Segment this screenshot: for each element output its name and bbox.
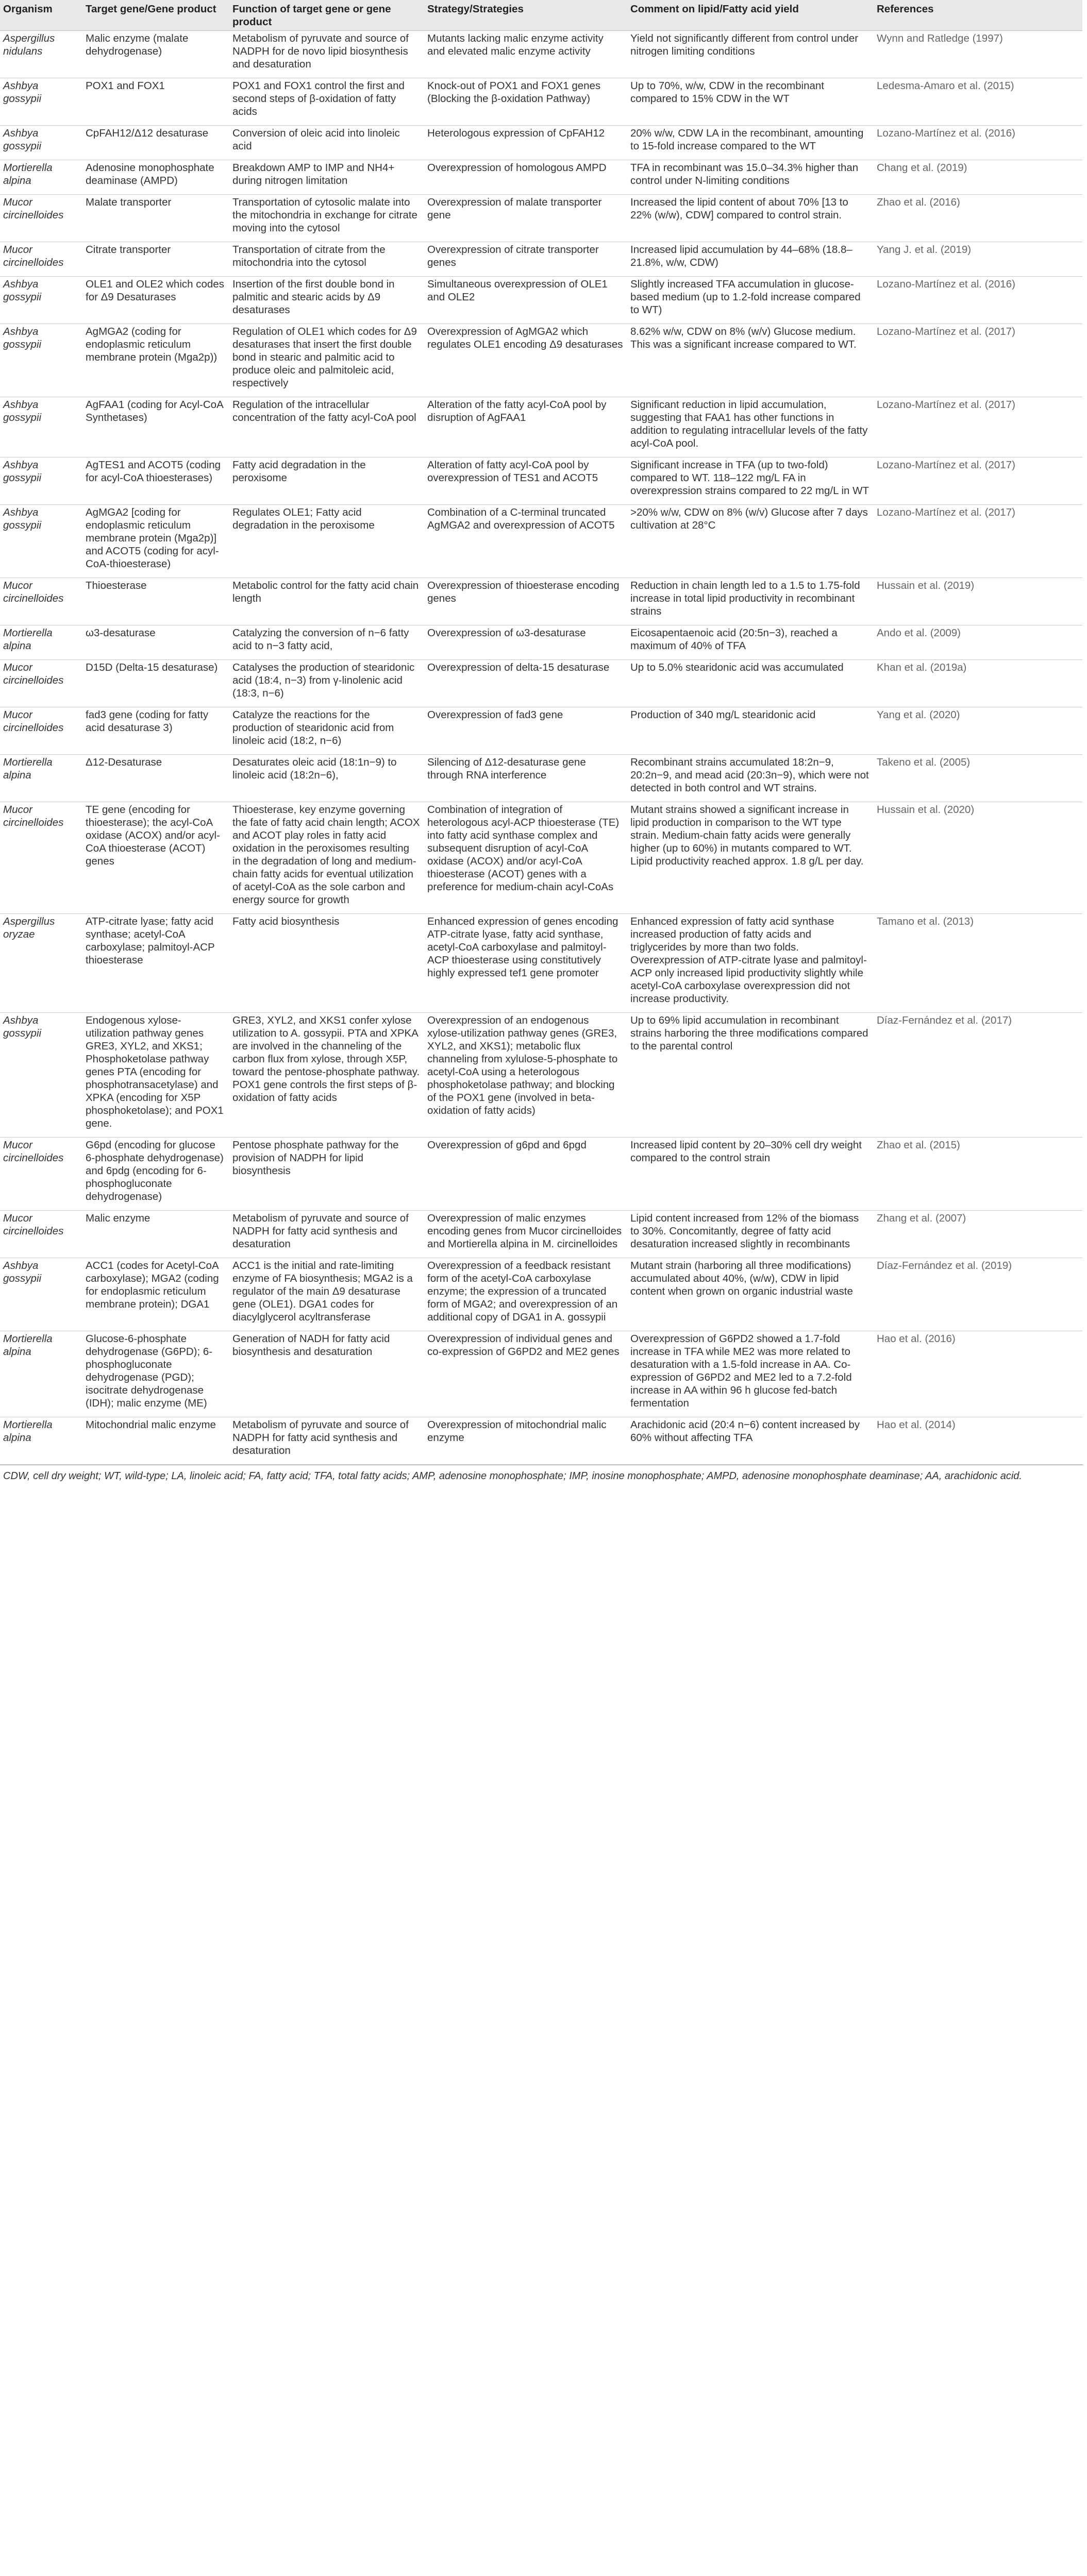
reference-cell: Lozano-Martínez et al. (2016)	[874, 277, 1082, 324]
reference-cell: Lozano-Martínez et al. (2017)	[874, 457, 1082, 505]
gene-cell: Malic enzyme (malate dehydrogenase)	[82, 31, 229, 78]
function-cell: Transportation of cytosolic malate into the mitochondria in exchange for citrate moving into the cytosol	[229, 195, 424, 242]
gene-cell: Endogenous xylose-utilization pathway genes GRE3, XYL2, and XKS1; Phosphoketolase pathway genes PTA (encoding for phosphotransacetylase) and XPKA (encoding for X5P phosphoketolase); and POX1 gene.	[82, 1013, 229, 1138]
organism-cell: Ashbya gossypii	[0, 505, 82, 578]
organism-cell: Mortierella alpina	[0, 1331, 82, 1417]
organism-cell: Mortierella alpina	[0, 1417, 82, 1465]
reference-cell: Lozano-Martínez et al. (2017)	[874, 505, 1082, 578]
function-cell: Desaturates oleic acid (18:1n−9) to linoleic acid (18:2n−6),	[229, 755, 424, 802]
lipid-yield-cell: TFA in recombinant was 15.0–34.3% higher than control under N-limiting conditions	[627, 160, 874, 195]
header-references: References	[874, 0, 1082, 31]
table-row	[0, 505, 1082, 578]
lipid-yield-cell: Mutant strains showed a significant increase in lipid production in comparison to the WT type strain. Medium-chain fatty acids were generally higher (up to 60%) in mutants compared to WT. Lipid productivity reached approx. 1.8 g/L per day.	[627, 802, 874, 914]
gene-cell: fad3 gene (coding for fatty acid desaturase 3)	[82, 707, 229, 755]
table-row	[0, 457, 1082, 505]
table-row	[0, 324, 1082, 397]
strategy-cell: Enhanced expression of genes encoding ATP-citrate lyase, fatty acid synthase, acetyl-CoA carboxylase and palmitoyl-ACP thioesterase using constitutively highly expressed tef1 gene promoter	[424, 914, 627, 1013]
strategy-cell: Overexpression of malic enzymes encoding genes from Mucor circinelloides and Mortierella alpina in M. circinelloides	[424, 1211, 627, 1258]
strategy-cell: Overexpression of delta-15 desaturase	[424, 660, 627, 707]
gene-cell: Citrate transporter	[82, 242, 229, 277]
lipid-yield-cell: Significant reduction in lipid accumulation, suggesting that FAA1 has other functions in addition to regulating intracellular levels of the fatty acyl-CoA pool.	[627, 397, 874, 457]
strategy-cell: Overexpression of g6pd and 6pgd	[424, 1138, 627, 1211]
gene-cell: OLE1 and OLE2 which codes for Δ9 Desaturases	[82, 277, 229, 324]
gene-cell: TE gene (encoding for thioesterase); the acyl-CoA oxidase (ACOX) and/or acyl-CoA thioesterase (ACOT) genes	[82, 802, 229, 914]
function-cell: Regulates OLE1; Fatty acid degradation in the peroxisome	[229, 505, 424, 578]
table-row	[0, 1013, 1082, 1138]
lipid-yield-cell: Overexpression of G6PD2 showed a 1.7-fold increase in TFA while ME2 was more related to desaturation with a 1.5-fold increase in AA. Co-expression of G6PD2 and ME2 led to a 7.2-fold increase in AA within 96 h glucose fed-batch fermentation	[627, 1331, 874, 1417]
header-function: Function of target gene or gene product	[229, 0, 424, 31]
strategy-cell: Simultaneous overexpression of OLE1 and OLE2	[424, 277, 627, 324]
reference-cell: Yang et al. (2020)	[874, 707, 1082, 755]
organism-cell: Mucor circinelloides	[0, 1211, 82, 1258]
table-footnote: CDW, cell dry weight; WT, wild-type; LA, linoleic acid; FA, fatty acid; TFA, total fatty acids; AMP, adenosine monophosphate; IMP, inosine monophosphate; AMPD, adenosine monophosphate deaminase; AA, arachidonic acid.	[0, 1465, 1083, 1483]
lipid-yield-cell: Increased the lipid content of about 70% [13 to 22% (w/w), CDW] compared to control strain.	[627, 195, 874, 242]
header-strategy: Strategy/Strategies	[424, 0, 627, 31]
organism-cell: Mucor circinelloides	[0, 707, 82, 755]
reference-cell: Díaz-Fernández et al. (2019)	[874, 1258, 1082, 1331]
reference-cell: Hussain et al. (2020)	[874, 802, 1082, 914]
gene-cell: AgMGA2 (coding for endoplasmic reticulum membrane protein (Mga2p))	[82, 324, 229, 397]
lipid-yield-cell: 8.62% w/w, CDW on 8% (w/v) Glucose medium. This was a significant increase compared to WT.	[627, 324, 874, 397]
reference-cell: Zhao et al. (2015)	[874, 1138, 1082, 1211]
table-row	[0, 277, 1082, 324]
gene-cell: Glucose-6-phosphate dehydrogenase (G6PD); 6-phosphogluconate dehydrogenase (PGD); isocitrate dehydrogenase (IDH); malic enzyme (ME)	[82, 1331, 229, 1417]
gene-cell: POX1 and FOX1	[82, 78, 229, 126]
organism-cell: Aspergillus nidulans	[0, 31, 82, 78]
table-row	[0, 755, 1082, 802]
lipid-yield-cell: Yield not significantly different from control under nitrogen limiting conditions	[627, 31, 874, 78]
table-row	[0, 1258, 1082, 1331]
organism-cell: Ashbya gossypii	[0, 324, 82, 397]
strategy-cell: Silencing of Δ12-desaturase gene through RNA interference	[424, 755, 627, 802]
table-row	[0, 707, 1082, 755]
table-row	[0, 1331, 1082, 1417]
organism-cell: Ashbya gossypii	[0, 78, 82, 126]
function-cell: Conversion of oleic acid into linoleic acid	[229, 126, 424, 160]
organism-cell: Mucor circinelloides	[0, 802, 82, 914]
organism-cell: Ashbya gossypii	[0, 1258, 82, 1331]
strategy-cell: Overexpression of fad3 gene	[424, 707, 627, 755]
table-row	[0, 31, 1082, 78]
strategy-cell: Alteration of fatty acyl-CoA pool by overexpression of TES1 and ACOT5	[424, 457, 627, 505]
organism-cell: Ashbya gossypii	[0, 126, 82, 160]
organism-cell: Mucor circinelloides	[0, 242, 82, 277]
strategy-cell: Combination of integration of heterologous acyl-ACP thioesterase (TE) into fatty acid synthase complex and subsequent disruption of acyl-CoA oxidase (ACOX) and/or acyl-CoA thioesterase (ACOT) genes with a preference for medium-chain acyl-CoAs	[424, 802, 627, 914]
reference-cell: Yang J. et al. (2019)	[874, 242, 1082, 277]
table-row	[0, 160, 1082, 195]
function-cell: GRE3, XYL2, and XKS1 confer xylose utilization to A. gossypii. PTA and XPKA are involved in the channeling of the carbon flux from xylose, through X5P, toward the pentose-phosphate pathway. POX1 gene controls the first steps of β-oxidation of fatty acids	[229, 1013, 424, 1138]
organism-cell: Mortierella alpina	[0, 625, 82, 660]
function-cell: ACC1 is the initial and rate-limiting enzyme of FA biosynthesis; MGA2 is a regulator of the main Δ9 desaturase gene (OLE1). DGA1 codes for diacylglycerol acyltransferase	[229, 1258, 424, 1331]
reference-cell: Hao et al. (2014)	[874, 1417, 1082, 1465]
strategy-cell: Overexpression of thioesterase encoding genes	[424, 578, 627, 625]
strategy-cell: Alteration of the fatty acyl-CoA pool by disruption of AgFAA1	[424, 397, 627, 457]
gene-cell: ACC1 (codes for Acetyl-CoA carboxylase); MGA2 (coding for endoplasmic reticulum membrane protein); DGA1	[82, 1258, 229, 1331]
header-gene: Target gene/Gene product	[82, 0, 229, 31]
organism-cell: Ashbya gossypii	[0, 397, 82, 457]
gene-cell: Δ12-Desaturase	[82, 755, 229, 802]
organism-cell: Mucor circinelloides	[0, 660, 82, 707]
strategy-cell: Overexpression of mitochondrial malic enzyme	[424, 1417, 627, 1465]
reference-cell: Ledesma-Amaro et al. (2015)	[874, 78, 1082, 126]
table-row	[0, 397, 1082, 457]
organism-cell: Mucor circinelloides	[0, 578, 82, 625]
strategy-cell: Overexpression of a feedback resistant form of the acetyl-CoA carboxylase enzyme; the expression of a truncated form of MGA2; and overexpression of an additional copy of DGA1 in A. gossypii	[424, 1258, 627, 1331]
strategy-cell: Heterologous expression of CpFAH12	[424, 126, 627, 160]
gene-cell: G6pd (encoding for glucose 6-phosphate dehydrogenase) and 6pdg (encoding for 6-phosphogluconate dehydrogenase)	[82, 1138, 229, 1211]
organism-cell: Ashbya gossypii	[0, 457, 82, 505]
function-cell: Fatty acid biosynthesis	[229, 914, 424, 1013]
table-row	[0, 802, 1082, 914]
function-cell: Catalyze the reactions for the production of stearidonic acid from linoleic acid (18:2, n−6)	[229, 707, 424, 755]
lipid-yield-cell: Mutant strain (harboring all three modifications) accumulated about 40%, (w/w), CDW in lipid content when grown on organic industrial waste	[627, 1258, 874, 1331]
header-row	[0, 0, 1082, 31]
function-cell: Regulation of the intracellular concentration of the fatty acyl-CoA pool	[229, 397, 424, 457]
table-row	[0, 1211, 1082, 1258]
organism-cell: Mortierella alpina	[0, 160, 82, 195]
lipid-yield-cell: Up to 69% lipid accumulation in recombinant strains harboring the three modifications compared to the parental control	[627, 1013, 874, 1138]
lipid-yield-cell: Lipid content increased from 12% of the biomass to 30%. Concomitantly, degree of fatty acid desaturation increased slightly in recombinants	[627, 1211, 874, 1258]
reference-cell: Lozano-Martínez et al. (2017)	[874, 324, 1082, 397]
reference-cell: Lozano-Martínez et al. (2016)	[874, 126, 1082, 160]
header-organism: Organism	[0, 0, 82, 31]
table-row	[0, 660, 1082, 707]
gene-cell: Malic enzyme	[82, 1211, 229, 1258]
lipid-yield-cell: Reduction in chain length led to a 1.5 to 1.75-fold increase in total lipid productivity in recombinant strains	[627, 578, 874, 625]
reference-cell: Ando et al. (2009)	[874, 625, 1082, 660]
gene-cell: D15D (Delta-15 desaturase)	[82, 660, 229, 707]
table-row	[0, 625, 1082, 660]
organism-cell: Mucor circinelloides	[0, 1138, 82, 1211]
lipid-yield-cell: Increased lipid content by 20–30% cell dry weight compared to the control strain	[627, 1138, 874, 1211]
reference-cell: Zhang et al. (2007)	[874, 1211, 1082, 1258]
table-row	[0, 1138, 1082, 1211]
lipid-yield-cell: Up to 5.0% stearidonic acid was accumulated	[627, 660, 874, 707]
reference-cell: Tamano et al. (2013)	[874, 914, 1082, 1013]
lipid-yield-cell: Up to 70%, w/w, CDW in the recombinant compared to 15% CDW in the WT	[627, 78, 874, 126]
organism-cell: Mucor circinelloides	[0, 195, 82, 242]
function-cell: Regulation of OLE1 which codes for Δ9 desaturases that insert the first double bond in stearic and palmitic acid to produce oleic and palmitoleic acid, respectively	[229, 324, 424, 397]
function-cell: POX1 and FOX1 control the first and second steps of β-oxidation of fatty acids	[229, 78, 424, 126]
gene-cell: AgFAA1 (coding for Acyl-CoA Synthetases)	[82, 397, 229, 457]
gene-cell: Adenosine monophosphate deaminase (AMPD)	[82, 160, 229, 195]
organism-cell: Ashbya gossypii	[0, 1013, 82, 1138]
reference-cell: Zhao et al. (2016)	[874, 195, 1082, 242]
gene-cell: ATP-citrate lyase; fatty acid synthase; acetyl-CoA carboxylase; palmitoyl-ACP thioesterase	[82, 914, 229, 1013]
gene-cell: Thioesterase	[82, 578, 229, 625]
lipid-yield-cell: Enhanced expression of fatty acid synthase increased production of fatty acids and triglycerides by more than two folds. Overexpression of ATP-citrate lyase and palmitoyl-ACP only increased lipid productivity slightly while acetyl-CoA carboxylase overexpression did not increase productivity.	[627, 914, 874, 1013]
lipid-yield-cell: Arachidonic acid (20:4 n−6) content increased by 60% without affecting TFA	[627, 1417, 874, 1465]
lipid-yield-cell: Recombinant strains accumulated 18:2n−9, 20:2n−9, and mead acid (20:3n−9), which were not detected in both control and WT strains.	[627, 755, 874, 802]
reference-cell: Chang et al. (2019)	[874, 160, 1082, 195]
lipid-yield-cell: Eicosapentaenoic acid (20:5n−3), reached a maximum of 40% of TFA	[627, 625, 874, 660]
reference-cell: Lozano-Martínez et al. (2017)	[874, 397, 1082, 457]
lipid-yield-cell: >20% w/w, CDW on 8% (w/v) Glucose after 7 days cultivation at 28°C	[627, 505, 874, 578]
table-row	[0, 78, 1082, 126]
organism-cell: Mortierella alpina	[0, 755, 82, 802]
table-row	[0, 578, 1082, 625]
organism-cell: Ashbya gossypii	[0, 277, 82, 324]
function-cell: Catalyzing the conversion of n−6 fatty acid to n−3 fatty acid,	[229, 625, 424, 660]
gene-cell: ω3-desaturase	[82, 625, 229, 660]
strategy-cell: Overexpression of citrate transporter genes	[424, 242, 627, 277]
table-row	[0, 1417, 1082, 1465]
function-cell: Pentose phosphate pathway for the provision of NADPH for lipid biosynthesis	[229, 1138, 424, 1211]
function-cell: Metabolism of pyruvate and source of NADPH for fatty acid synthesis and desaturation	[229, 1417, 424, 1465]
strategy-cell: Overexpression of an endogenous xylose-utilization pathway genes (GRE3, XYL2, and XKS1); metabolic flux channeling from xylulose-5-phosphate to acetyl-CoA using a heterologous phosphoketolase pathway; and blocking of the POX1 gene (involved in beta-oxidation of fatty acids)	[424, 1013, 627, 1138]
function-cell: Fatty acid degradation in the peroxisome	[229, 457, 424, 505]
table-row	[0, 242, 1082, 277]
table-row	[0, 195, 1082, 242]
function-cell: Transportation of citrate from the mitochondria into the cytosol	[229, 242, 424, 277]
lipid-yield-cell: Slightly increased TFA accumulation in glucose-based medium (up to 1.2-fold increase compared to WT)	[627, 277, 874, 324]
reference-cell: Khan et al. (2019a)	[874, 660, 1082, 707]
reference-cell: Wynn and Ratledge (1997)	[874, 31, 1082, 78]
lipid-yield-cell: Production of 340 mg/L stearidonic acid	[627, 707, 874, 755]
reference-cell: Takeno et al. (2005)	[874, 755, 1082, 802]
table-header	[0, 0, 1082, 31]
strategy-cell: Overexpression of AgMGA2 which regulates OLE1 encoding Δ9 desaturases	[424, 324, 627, 397]
function-cell: Catalyses the production of stearidonic acid (18:4, n−3) from γ-linolenic acid (18:3, n−6)	[229, 660, 424, 707]
strategy-cell: Overexpression of individual genes and co-expression of G6PD2 and ME2 genes	[424, 1331, 627, 1417]
function-cell: Insertion of the first double bond in palmitic and stearic acids by Δ9 desaturases	[229, 277, 424, 324]
reference-cell: Hussain et al. (2019)	[874, 578, 1082, 625]
header-lipid: Comment on lipid/Fatty acid yield	[627, 0, 874, 31]
table-row	[0, 914, 1082, 1013]
function-cell: Thioesterase, key enzyme governing the fate of fatty acid chain length; ACOX and ACOT play roles in fatty acid oxidation in the peroxisomes resulting in the degradation of long and medium-chain fatty acids for eventual utilization of acetyl-CoA as the sole carbon and energy source for growth	[229, 802, 424, 914]
strategy-cell: Knock-out of POX1 and FOX1 genes (Blocking the β-oxidation Pathway)	[424, 78, 627, 126]
strategy-cell: Overexpression of homologous AMPD	[424, 160, 627, 195]
organism-cell: Aspergillus oryzae	[0, 914, 82, 1013]
strategy-cell: Overexpression of malate transporter gene	[424, 195, 627, 242]
table-row	[0, 126, 1082, 160]
gene-cell: CpFAH12/Δ12 desaturase	[82, 126, 229, 160]
function-cell: Generation of NADH for fatty acid biosynthesis and desaturation	[229, 1331, 424, 1417]
strategy-cell: Overexpression of ω3-desaturase	[424, 625, 627, 660]
function-cell: Breakdown AMP to IMP and NH4+ during nitrogen limitation	[229, 160, 424, 195]
table-body	[0, 31, 1082, 1465]
gene-cell: AgTES1 and ACOT5 (coding for acyl-CoA thioesterases)	[82, 457, 229, 505]
function-cell: Metabolic control for the fatty acid chain length	[229, 578, 424, 625]
function-cell: Metabolism of pyruvate and source of NADPH for fatty acid synthesis and desaturation	[229, 1211, 424, 1258]
lipid-yield-cell: Significant increase in TFA (up to two-fold) compared to WT. 118–122 mg/L FA in overexpression strains compared to 22 mg/L in WT	[627, 457, 874, 505]
strategy-cell: Mutants lacking malic enzyme activity and elevated malic enzyme activity	[424, 31, 627, 78]
gene-cell: AgMGA2 [coding for endoplasmic reticulum membrane protein (Mga2p)] and ACOT5 (coding for acyl-CoA-thioesterase)	[82, 505, 229, 578]
reference-cell: Hao et al. (2016)	[874, 1331, 1082, 1417]
lipid-yield-cell: 20% w/w, CDW LA in the recombinant, amounting to 15-fold increase compared to the WT	[627, 126, 874, 160]
reference-cell: Díaz-Fernández et al. (2017)	[874, 1013, 1082, 1138]
gene-cell: Mitochondrial malic enzyme	[82, 1417, 229, 1465]
gene-cell: Malate transporter	[82, 195, 229, 242]
lipid-yield-cell: Increased lipid accumulation by 44–68% (18.8–21.8%, w/w, CDW)	[627, 242, 874, 277]
strategy-cell: Combination of a C-terminal truncated AgMGA2 and overexpression of ACOT5	[424, 505, 627, 578]
function-cell: Metabolism of pyruvate and source of NADPH for de novo lipid biosynthesis and desaturation	[229, 31, 424, 78]
